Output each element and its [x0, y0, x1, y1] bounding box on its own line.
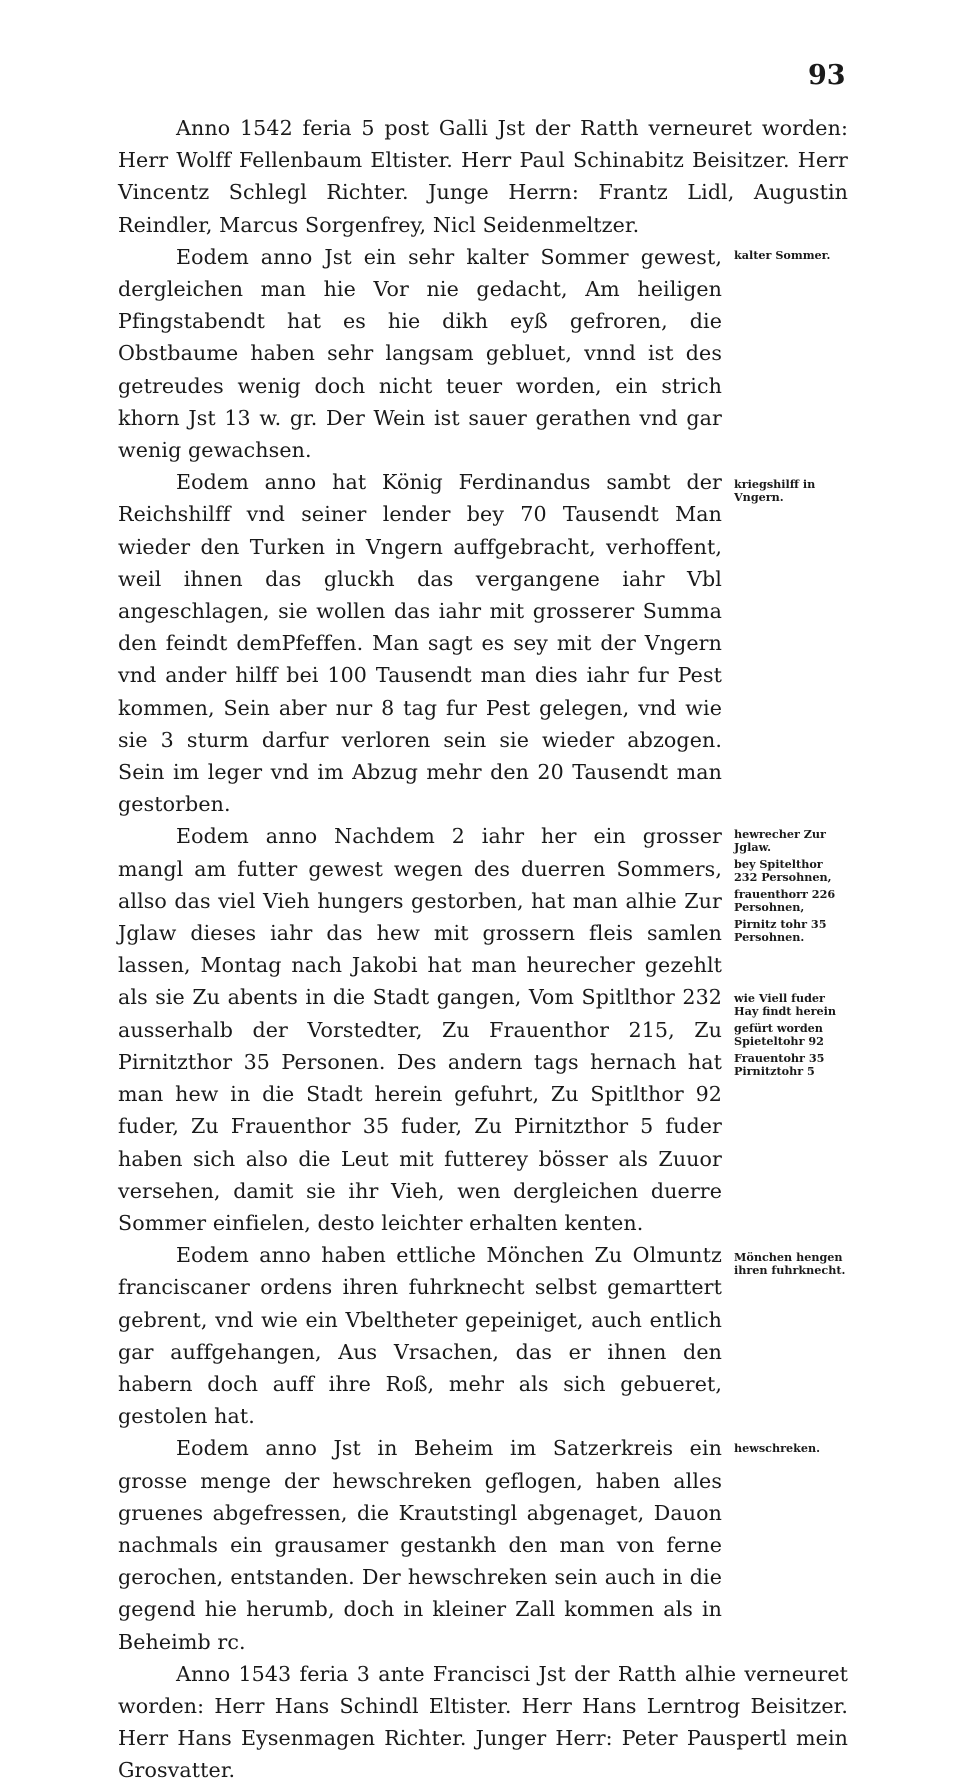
paragraph-6: Eodem anno Jst in Beheim im Satzerkreis ein grosse menge der hewschreken geflogen, haben alles gruenes abgefressen, die Krautstingl abgenaget, Dauon nachmals ein grausamer gestankh den man von ferne gerochen, entstanden. Der hewschreken sein auch in die gegend hie herumb, doch in kleiner Zall kommen als in Beheimb rc. [118, 1436, 722, 1654]
margin-note-line: gefürt worden Spieteltohr 92 [734, 1021, 824, 1049]
margin-note-hewschreken: hewschreken. [734, 1441, 821, 1456]
paragraph-5: Eodem anno haben ettliche Mönchen Zu Olmuntz franciscaner ordens ihren fuhrknecht selbst gemarttert gebrent, vnd wie ein Vbeltheter gepeiniget, auch entlich gar auffgehangen, Aus Vrsachen, das er ihnen den habern doch auff ihre Roß, mehr als sich gebueret, gestolen hat. [118, 1243, 722, 1429]
paragraph-block-1 [118, 112, 848, 241]
text-column [118, 112, 848, 1787]
margin-note-line: Frauentohr 35 Pirnitztohr 5 [734, 1051, 825, 1079]
paragraph-block-6 [118, 1432, 848, 1657]
page-number: 93 [808, 60, 846, 91]
margin-note-line: Pirnitz tohr 35 Persohnen. [734, 917, 827, 945]
margin-note-line: bey Spitelthor 232 Persohnen, [734, 857, 832, 885]
margin-notes-hewrecher [734, 828, 848, 1078]
paragraph-block-2 [118, 241, 848, 466]
paragraph-block-3 [118, 466, 848, 820]
paragraph-1: Anno 1542 feria 5 post Galli Jst der Ratth verneuret worden: Herr Wolff Fellenbaum Eltister. Herr Paul Schinabitz Beisitzer. Herr Vincentz Schlegl Richter. Junge Herrn: Frantz Lidl, Augustin Reindler, Marcus Sorgenfrey, Nicl Seidenmeltzer. [118, 116, 848, 237]
paragraph-4: Eodem anno Nachdem 2 iahr her ein grosser mangl am futter gewest wegen des duerren Sommers, allso das viel Vieh hungers gestorben, hat man alhie Zur Jglaw dieses iahr das hew mit grossern fleis samlen lassen, Montag nach Jakobi hat man heurecher gezehlt als sie Zu abents in die Stadt gangen, Vom Spitlthor 232 ausserhalb der Vorstedter, Zu Frauenthor 215, Zu Pirnitzthor 35 Personen. Des andern tags hernach hat man hew in die Stadt herein gefuhrt, Zu Spitlthor 92 fuder, Zu Frauenthor 35 fuder, Zu Pirnitzthor 5 fuder haben sich also die Leut mit futterey bösser als Zuuor versehen, damit sie ihr Vieh, wen dergleichen duerre Sommer einfielen, desto leichter erhalten kenten. [118, 824, 722, 1235]
margin-note-line: wie Viell fuder Hay findt herein [734, 991, 837, 1019]
paragraph-7: Anno 1543 feria 3 ante Francisci Jst der Ratth alhie verneuret worden: Herr Hans Schindl Eltister. Herr Hans Lerntrog Beisitzer. Herr Hans Eysenmagen Richter. Junger Herr: Peter Pauspertl mein Grosvatter. [118, 1661, 848, 1783]
margin-note-kalter-sommer: kalter Sommer. [734, 247, 831, 262]
paragraph-block-5 [118, 1239, 848, 1432]
paragraph-block-7 [118, 1658, 848, 1787]
paragraph-block-4 [118, 820, 848, 1239]
margin-note-line: frauenthorr 226 Persohnen, [734, 887, 836, 915]
margin-note-line: hewrecher Zur Jglaw. [734, 827, 826, 855]
paragraph-2: Eodem anno Jst ein sehr kalter Sommer gewest, dergleichen man hie Vor nie gedacht, Am heiligen Pfingstabendt hat es hie dikh eyß gefroren, die Obstbaume haben sehr langsam gebluet, vnnd ist des getreudes wenig doch nicht teuer worden, ein strich khorn Jst 13 w. gr. Der Wein ist sauer gerathen vnd gar wenig gewachsen. [118, 244, 722, 463]
paragraph-3: Eodem anno hat König Ferdinandus sambt der Reichshilff vnd seiner lender bey 70 Tausendt Man wieder den Turken in Vngern auffgebracht, verhoffent, weil ihnen das gluckh das vergangene iahr Vbl angeschlagen, sie wollen das iahr mit grosserer Summa den feindt demPfeffen. Man sagt es sey mit der Vngern vnd ander hilff bei 100 Tausendt man dies iahr fur Pest kommen, Sein aber nur 8 tag fur Pest gelegen, vnd wie sie 3 sturm darfur verloren sein sie wieder abzogen. Sein im leger vnd im Abzug mehr den 20 Tausendt man gestorben. [118, 470, 722, 817]
margin-note-kriegshilff: kriegshilff in Vngern. [734, 477, 816, 505]
margin-note-moenchen: Mönchen hengen ihren fuhrknecht. [734, 1250, 846, 1278]
